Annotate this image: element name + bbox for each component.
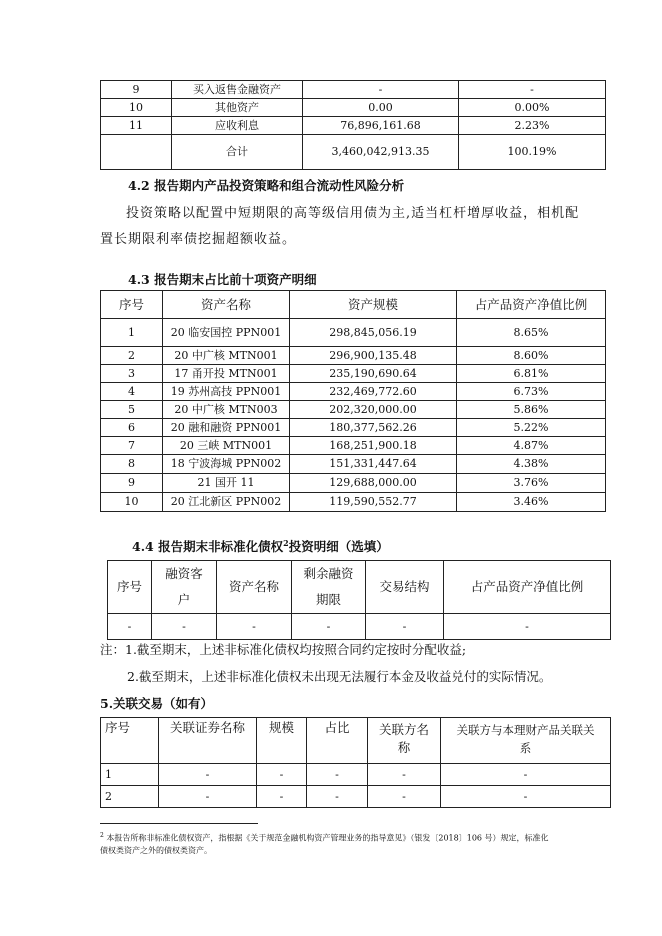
section-4-2-heading: 4.2 报告期内产品投资策略和组合流动性风险分析 [128, 178, 405, 193]
note-2: 2.截至期末，上述非标准化债权未出现无法履行本金及收益兑付的实际情况。 [127, 669, 552, 684]
table-row: 2 - - - - - [101, 786, 611, 808]
table-row: 11 应收利息 76,896,161.68 2.23% [101, 117, 606, 135]
section-4-2-paragraph-line2: 置长期限利率债挖掘超额收益。 [100, 232, 297, 247]
table-row: 10 其他资产 0.00 0.00% [101, 99, 606, 117]
table-header-row: 序号 关联证券名称 规模 占比 关联方名 称 关联方与本理财产品关联关 系 [101, 718, 611, 764]
table-row: 5 20 中广核 MTN003 202,320,000.00 5.86% [101, 401, 606, 419]
table-row: 9 买入返售金融资产 - - [101, 81, 606, 99]
table-row-total: 合计 3,460,042,913.35 100.19% [101, 135, 606, 170]
section-4-4-heading: 4.4 报告期末非标准化债权$^2$投资明细（选填） [132, 537, 389, 554]
table-row: 4 19 苏州高技 PPN001 232,469,772.60 6.73% [101, 383, 606, 401]
non-standard-debt-table [107, 560, 611, 640]
footnote-reference: 2 [283, 537, 289, 548]
note-1: 注：1.截至期末，上述非标准化债权均按照合同约定按时分配收益; [100, 642, 467, 657]
table-row: 1 20 临安国控 PPN001 298,845,056.19 8.65% [101, 319, 606, 347]
top-ten-assets-table [100, 290, 606, 512]
section-5-heading: 5.关联交易（如有） [100, 696, 214, 711]
table-row: 10 20 江北新区 PPN002 119,590,552.77 3.46% [101, 493, 606, 512]
table-row: 9 21 国开 11 129,688,000.00 3.76% [101, 474, 606, 493]
table-row: 3 17 甬开投 MTN001 235,190,690.64 6.81% [101, 365, 606, 383]
table-row: 8 18 宁波海城 PPN002 151,331,447.64 4.38% [101, 455, 606, 474]
table-row: 7 20 三峡 MTN001 168,251,900.18 4.87% [101, 437, 606, 455]
footnote: $^2$ 本报告所称非标准化债权资产，指根据《关于规范金融机构资产管理业务的指导意见》（银发〔2018〕106 号）规定，标准化 债权类资产之外的债权类资产。 [100, 832, 549, 855]
asset-allocation-table-tail [100, 80, 606, 170]
table-row: 6 20 融和融资 PPN001 180,377,562.26 5.22% [101, 419, 606, 437]
table-header-row: 序号 融资客 户 资产名称 剩余融资 期限 交易结构 占产品资产净值比例 [108, 561, 611, 614]
table-row: 2 20 中广核 MTN001 296,900,135.48 8.60% [101, 347, 606, 365]
table-row: 1 - - - - - [101, 764, 611, 786]
related-transactions-table [100, 717, 611, 808]
table-header-row: 序号 资产名称 资产规模 占产品资产净值比例 [101, 291, 606, 319]
footnote-number: 2 [100, 832, 104, 839]
section-4-2-paragraph-line1: 投资策略以配置中短期限的高等级信用债为主,适当杠杆增厚收益，相机配 [126, 206, 580, 221]
table-row: - - - - - - [108, 614, 611, 640]
section-4-3-heading: 4.3 报告期末占比前十项资产明细 [128, 272, 317, 287]
footnote-divider [100, 823, 258, 824]
